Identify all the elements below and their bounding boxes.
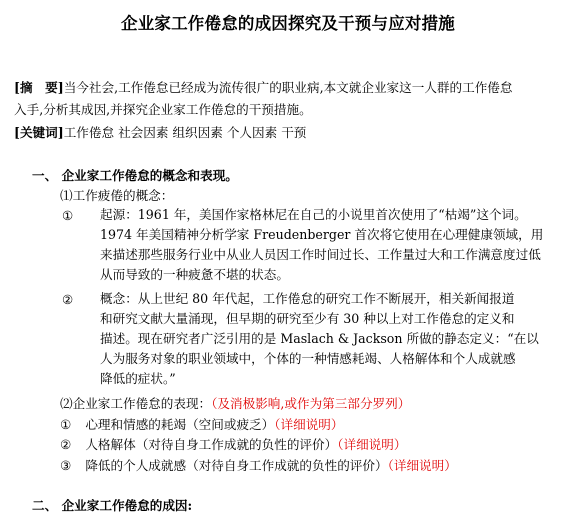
symptom-text: 心理和情感的耗竭（空间或疲乏） bbox=[85, 417, 275, 432]
item-2-line: 降低的症状。” bbox=[100, 371, 176, 386]
section-2-heading: 二、 企业家工作倦怠的成因: bbox=[32, 498, 193, 513]
item-1-line: 来描述那些服务行业中从业人员因工作时间过长、工作量过大和工作满意度过低 bbox=[100, 247, 541, 262]
keywords-text: 工作倦怠 社会因素 组织因素 个人因素 干预 bbox=[63, 125, 307, 140]
symptom-item-2 bbox=[60, 437, 406, 452]
symptom-marker: ② bbox=[60, 437, 72, 452]
abstract-line-1 bbox=[14, 80, 513, 95]
item-1-body bbox=[100, 205, 556, 285]
symptom-note: （详细说明） bbox=[337, 437, 407, 452]
item-2-line: 和研究文献大量涌现，但早期的研究至少有 30 种以上对工作倦怠的定义和 bbox=[100, 311, 515, 326]
document-title: 企业家工作倦怠的成因探究及干预与应对措施 bbox=[121, 14, 455, 33]
item-2-line: 概念：从上世纪 80 年代起，工作倦怠的研究工作不断展开，相关新闻报道 bbox=[100, 291, 515, 306]
section-1-sub-1: ⑴工作疲倦的概念： bbox=[60, 188, 174, 203]
item-2-body bbox=[100, 289, 556, 389]
symptom-text: 降低的个人成就感（对待自身工作成就的负性的评价） bbox=[85, 458, 388, 473]
item-1-line: 从而导致的一种疲惫不堪的状态。 bbox=[100, 267, 289, 282]
item-1-line: 起源：1961 年，美国作家格林尼在自己的小说里首次使用了“枯竭”这个词。 bbox=[100, 207, 527, 222]
item-2-line: 描述。现在研究者广泛引用的是 Maslach & Jackson 所做的静态定义：“在以 bbox=[100, 331, 539, 346]
symptom-marker: ① bbox=[60, 417, 72, 432]
section-1-heading: 一、 企业家工作倦怠的概念和表现。 bbox=[32, 168, 238, 183]
section-1-sub-2 bbox=[60, 396, 410, 411]
sub-2-note: （及消极影响,或作为第三部分罗列） bbox=[211, 396, 411, 411]
symptom-marker: ③ bbox=[60, 458, 72, 473]
symptom-item-3 bbox=[60, 458, 457, 473]
abstract-label: [摘 要] bbox=[14, 80, 64, 95]
item-2-marker: ② bbox=[62, 292, 74, 307]
abstract-line-2: 入手,分析其成因,并探究企业家工作倦怠的干预措施。 bbox=[14, 102, 312, 117]
symptom-text: 人格解体（对待自身工作成就的负性的评价） bbox=[85, 437, 338, 452]
symptom-note: （详细说明） bbox=[274, 417, 344, 432]
sub-2-label: ⑵企业家工作倦怠的表现： bbox=[60, 396, 212, 411]
symptom-note: （详细说明） bbox=[387, 458, 457, 473]
item-2-line: 人为服务对象的职业领域中，个体的一种情感耗竭、人格解体和个人成就感 bbox=[100, 351, 516, 366]
item-1-marker: ① bbox=[62, 208, 74, 223]
symptom-item-1 bbox=[60, 417, 343, 432]
abstract-text-1: 当今社会,工作倦怠已经成为流传很广的职业病,本文就企业家这一人群的工作倦怠 bbox=[63, 80, 513, 95]
keywords-label: [关键词] bbox=[14, 125, 64, 140]
keywords-line bbox=[14, 125, 306, 140]
item-1-line: 1974 年美国精神分析学家 Freudenberger 首次将它使用在心理健康领域，用 bbox=[100, 227, 544, 242]
